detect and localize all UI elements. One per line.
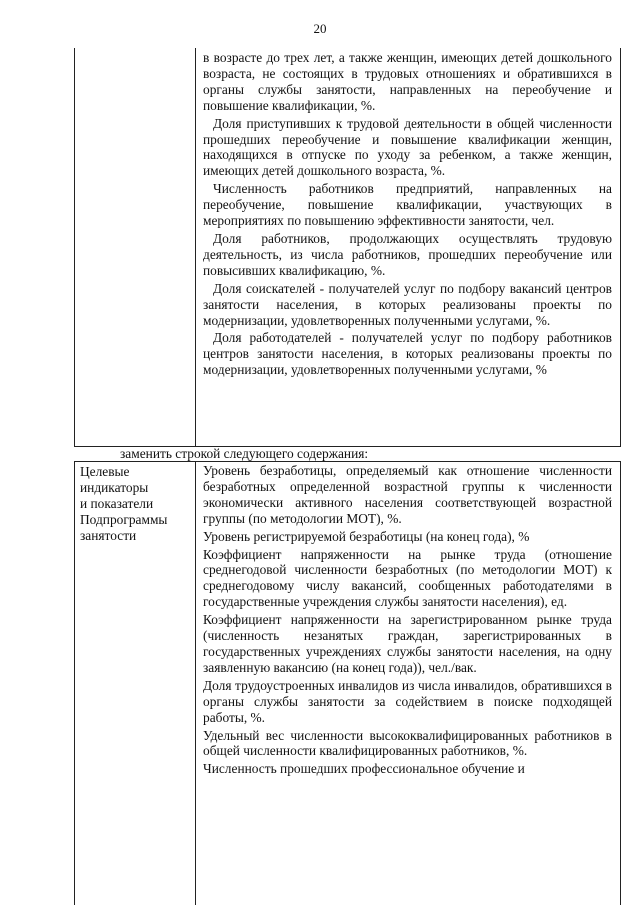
paragraph: Уровень регистрируемой безработицы (на конец года), % — [203, 528, 530, 544]
paragraph: Доля работодателей - получателей услуг по подбору работников центров занятости населения, в которых реализованы проекты по модернизации, удовлетворенных полученными услугами, % — [203, 330, 612, 378]
paragraph: Удельный вес численности высококвалифицированных работников в общей численности квалифицированных работников, %. — [203, 727, 612, 759]
label-line: индикаторы — [80, 479, 149, 495]
paragraph: Коэффициент напряженности на зарегистрированном рынке труда (численность незанятых граждан, зарегистрированных в государственных учреждениях службы занятости населения, на одну заявленную вакансию (на конец года)), чел./вак. — [203, 612, 612, 675]
page-number: 20 — [313, 21, 327, 36]
table-continuation — [74, 48, 621, 447]
paragraph: Уровень безработицы, определяемый как отношение численности безработных определенной возрастной группы к численности экономически активного населения соответствующей возрастной группы (по методологии МОТ), %. — [203, 463, 612, 526]
paragraph: в возрасте до трех лет, а также женщин, имеющих детей дошкольного возраста, не состоящих в трудовых отношениях и обратившихся в органы службы занятости, направленных на переобучение и повышение квалификации, %. — [203, 50, 612, 113]
paragraph: Доля трудоустроенных инвалидов из числа инвалидов, обратившихся в органы службы занятости за содействием в поиске подходящей работы, %. — [203, 677, 612, 725]
paragraph: Доля соискателей - получателей услуг по подбору вакансий центров занятости населения, в которых реализованы проекты по модернизации, удовлетворенных полученными услугами, %. — [203, 280, 612, 328]
column-divider — [195, 462, 196, 905]
label-line: Целевые — [80, 464, 130, 479]
table-replacement — [74, 461, 621, 905]
indicators-cell-previous — [203, 50, 612, 380]
paragraph: Доля работников, продолжающих осуществлять трудовую деятельность, из числа работников, прошедших переобучение или повысивших квалификацию, %. — [203, 230, 612, 278]
label-line: Подпрограммы — [80, 511, 168, 527]
label-line: занятости — [80, 527, 137, 543]
replace-instruction: заменить строкой следующего содержания: — [120, 446, 369, 461]
indicators-cell-new — [203, 463, 612, 779]
paragraph: Коэффициент напряженности на рынке труда (отношение среднегодовой численности безработных (по методологии МОТ) к среднегодовому числу вакансий, сообщенных работодателями в государственные учреждения службы занятости населения), ед. — [203, 546, 612, 610]
column-divider — [195, 48, 196, 446]
paragraph: Численность прошедших профессиональное обучение и — [203, 761, 525, 777]
paragraph: Численность работников предприятий, направленных на переобучение, повышение квалификации, участвующих в мероприятиях по повышению эффективности занятости, чел. — [203, 181, 612, 229]
row-label-cell — [80, 464, 192, 544]
label-line: и показатели — [80, 495, 154, 511]
paragraph: Доля приступивших к трудовой деятельности в общей численности прошедших переобучение и повышение квалификации женщин, находящихся в отпуске по уходу за ребенком, а также женщин, имеющих детей дошкольного возраста, %. — [203, 115, 612, 179]
